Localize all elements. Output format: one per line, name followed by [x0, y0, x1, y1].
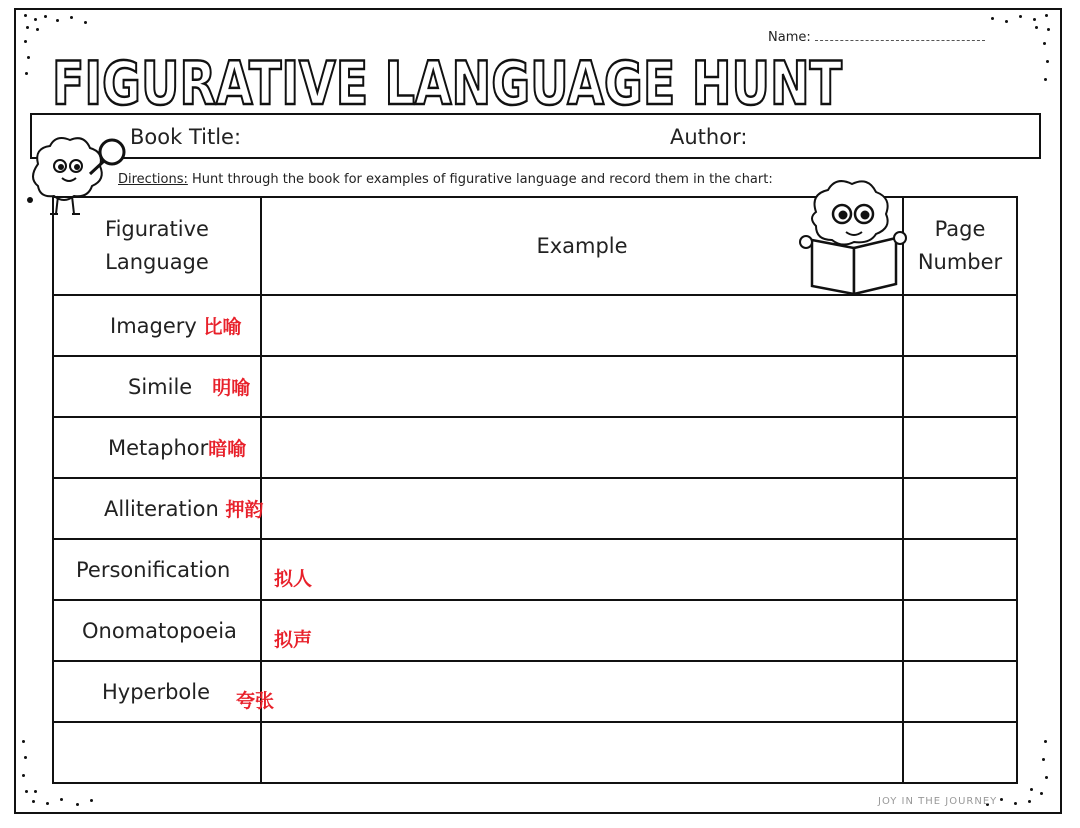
- table-row: [53, 722, 1017, 783]
- row-label-cell: [53, 539, 313, 600]
- table-row: [53, 539, 1017, 600]
- example-cell[interactable]: [261, 539, 903, 600]
- directions-lead: Directions:: [118, 172, 188, 187]
- table-row: [53, 417, 1017, 478]
- name-field[interactable]: [768, 30, 985, 45]
- example-cell[interactable]: [261, 600, 903, 661]
- page-number-cell[interactable]: [903, 600, 1017, 661]
- example-cell[interactable]: [261, 417, 903, 478]
- header-col2-label: Example: [536, 233, 628, 258]
- brain-reading-book-icon: [798, 178, 910, 296]
- header-col3-line1: Page: [934, 217, 986, 242]
- header-col3-line2: Number: [917, 250, 1003, 274]
- page-number-cell[interactable]: [903, 295, 1017, 356]
- row-label: Metaphor: [108, 436, 209, 460]
- page-title: [52, 48, 852, 118]
- svg-text:FIGURATIVE LANGUAGE HUNT: FIGURATIVE LANGUAGE HUNT: [52, 49, 843, 119]
- row-label-cell[interactable]: [53, 722, 261, 783]
- page-number-cell[interactable]: [903, 661, 1017, 722]
- row-label: Hyperbole: [102, 679, 211, 704]
- row-annotation: 拟人: [274, 567, 313, 590]
- example-cell[interactable]: [261, 295, 903, 356]
- directions-text: [118, 172, 773, 187]
- row-annotation: 押韵: [225, 499, 264, 521]
- table-row: [53, 600, 1017, 661]
- header-col1-line2: Language: [105, 250, 209, 274]
- row-label: Simile: [128, 375, 193, 399]
- page-number-cell[interactable]: [903, 356, 1017, 417]
- table-row: [53, 661, 1017, 722]
- directions-body: Hunt through the book for examples of figurative language and record them in the chart:: [187, 172, 773, 187]
- page-number-cell[interactable]: [903, 539, 1017, 600]
- table-row: [53, 356, 1017, 417]
- row-annotation: 比喻: [203, 316, 242, 338]
- header-col1-line1: Figurative: [105, 217, 209, 242]
- name-label: Name:: [768, 30, 811, 45]
- table-row: [53, 295, 1017, 356]
- row-label-cell: [53, 356, 261, 417]
- example-cell[interactable]: [261, 356, 903, 417]
- header-page-number: [903, 197, 1017, 295]
- page-number-cell[interactable]: [903, 478, 1017, 539]
- name-blank[interactable]: [815, 30, 985, 41]
- example-cell[interactable]: [261, 661, 903, 722]
- row-annotation: 明喻: [212, 377, 251, 399]
- page-number-cell[interactable]: [903, 722, 1017, 783]
- row-label-cell: [53, 661, 275, 722]
- author-label: Author:: [670, 125, 748, 149]
- row-label: Alliteration: [104, 497, 219, 521]
- book-title-label: Book Title:: [130, 125, 242, 149]
- example-cell[interactable]: [261, 478, 903, 539]
- row-annotation: 拟声: [274, 628, 313, 651]
- page-number-cell[interactable]: [903, 417, 1017, 478]
- row-label-cell: [53, 600, 313, 661]
- row-label-cell: [53, 478, 264, 539]
- example-cell[interactable]: [261, 722, 903, 783]
- row-label: Personification: [76, 557, 231, 582]
- row-annotation: 暗喻: [208, 438, 247, 460]
- table-row: [53, 478, 1017, 539]
- header-figurative-language: [53, 197, 261, 295]
- row-label: Onomatopoeia: [82, 618, 237, 643]
- row-label-cell: [53, 417, 261, 478]
- corner-dots-top-right: [975, 12, 1055, 102]
- row-annotation: 夸张: [236, 689, 275, 712]
- footer-logo: JOY IN THE JOURNEY: [878, 796, 998, 807]
- row-label: Imagery: [110, 314, 197, 338]
- row-label-cell: [53, 295, 261, 356]
